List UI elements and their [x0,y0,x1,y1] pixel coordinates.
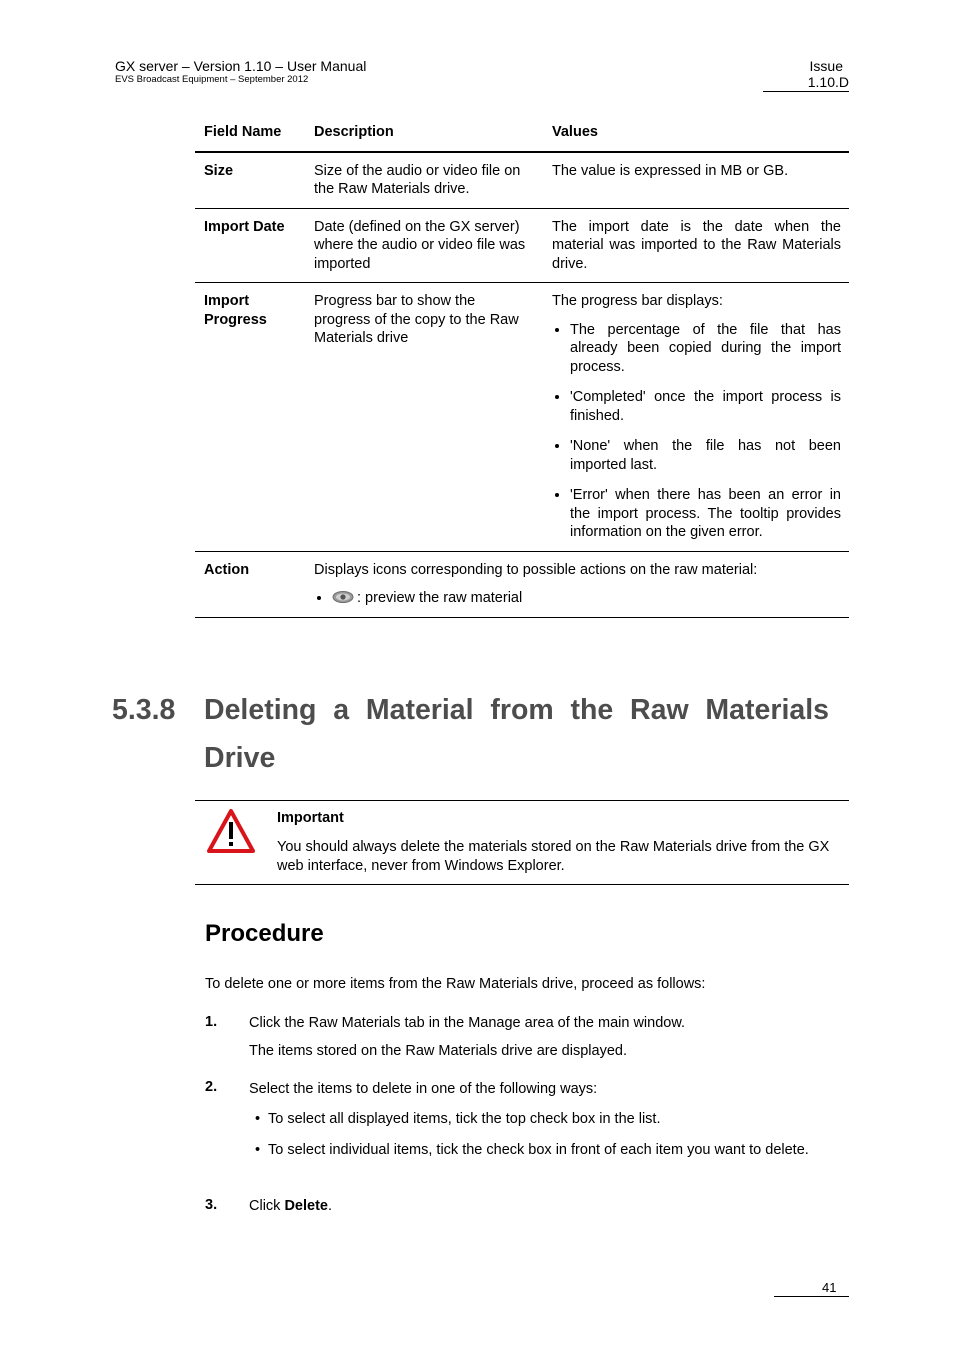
step-text [249,1197,844,1216]
action-description: Displays icons corresponding to possible actions on the raw material: [314,561,758,578]
bullet-icon: • [255,1111,261,1127]
issue-version: 1.10.D [807,74,849,90]
table-row [195,152,849,209]
important-top-rule [195,800,849,801]
procedure-heading: Procedure [205,920,324,947]
column-header: Values [552,124,598,140]
field-name: Import Date [204,218,285,235]
document-title: GX server – Version 1.10 – User Manual [115,58,367,74]
list-item-text: To select individual items, tick the check box in front of each item you want to delete. [268,1142,809,1158]
header-rule [763,91,849,92]
fields-table [195,116,849,618]
field-values [543,283,849,552]
step-text: Select the items to delete in one of the following ways: [249,1081,598,1097]
table-row [195,208,849,283]
important-text: You should always delete the materials stored on the Raw Materials drive from the GX web interface, never from Windows Explorer. [277,839,830,874]
table-header-row [195,116,849,152]
warning-icon [206,808,256,854]
field-values: The import date is the date when the material was imported to the Raw Materials drive. [552,218,841,272]
values-list [552,321,841,542]
list-item: • The percentage of the file that has already been copied during the import process. [570,321,841,377]
procedure-intro: To delete one or more items from the Raw Materials drive, proceed as follows: [205,976,706,992]
step-number: 2. [205,1079,218,1095]
column-header: Field Name [204,124,282,140]
field-name: Import Progress [204,293,267,328]
step-text-suffix: . [327,1198,333,1214]
list-item [332,589,841,608]
values-intro: The progress bar displays: [552,293,723,309]
list-item: • 'Error' when there has been an error in the import process. The tooltip provides information on the given error. [570,486,841,542]
issue-label: Issue [809,58,843,74]
field-description: Progress bar to show the progress of the copy to the Raw Materials drive [314,293,519,346]
step-text-bold: Delete [284,1198,328,1214]
field-name: Action [204,561,250,578]
important-label: Important [277,810,344,826]
list-item: • 'None' when the file has not been imported last. [570,437,841,474]
document-subtitle: EVS Broadcast Equipment – September 2012 [115,74,309,85]
footer-rule [774,1296,849,1297]
column-header: Description [314,124,394,140]
section-title: Deleting a Material from the Raw Materials Drive [204,694,829,774]
step-text: Click the Raw Materials tab in the Manage area of the main window. [249,1015,686,1031]
table-row [195,551,849,617]
step-text-prefix: Click [249,1198,285,1214]
action-item-text: : preview the raw material [357,590,523,606]
step-number: 3. [205,1197,218,1213]
list-item: • 'Completed' once the import process is finished. [570,388,841,425]
field-description: Size of the audio or video file on the Raw Materials drive. [314,162,521,197]
eye-icon [332,590,354,604]
action-list [314,589,841,608]
bullet-icon: • [255,1142,261,1158]
table-row [195,283,849,552]
field-description [305,551,849,617]
step-number: 1. [205,1014,218,1030]
step-result: The items stored on the Raw Materials drive are displayed. [249,1043,627,1059]
page-number: 41 [822,1280,837,1295]
section-number: 5.3.8 [112,694,176,726]
important-bottom-rule [195,884,849,885]
field-name: Size [204,162,234,179]
field-description: Date (defined on the GX server) where the audio or video file was imported [314,218,526,272]
list-item-text: To select all displayed items, tick the top check box in the list. [268,1111,661,1127]
field-values: The value is expressed in MB or GB. [552,162,789,179]
